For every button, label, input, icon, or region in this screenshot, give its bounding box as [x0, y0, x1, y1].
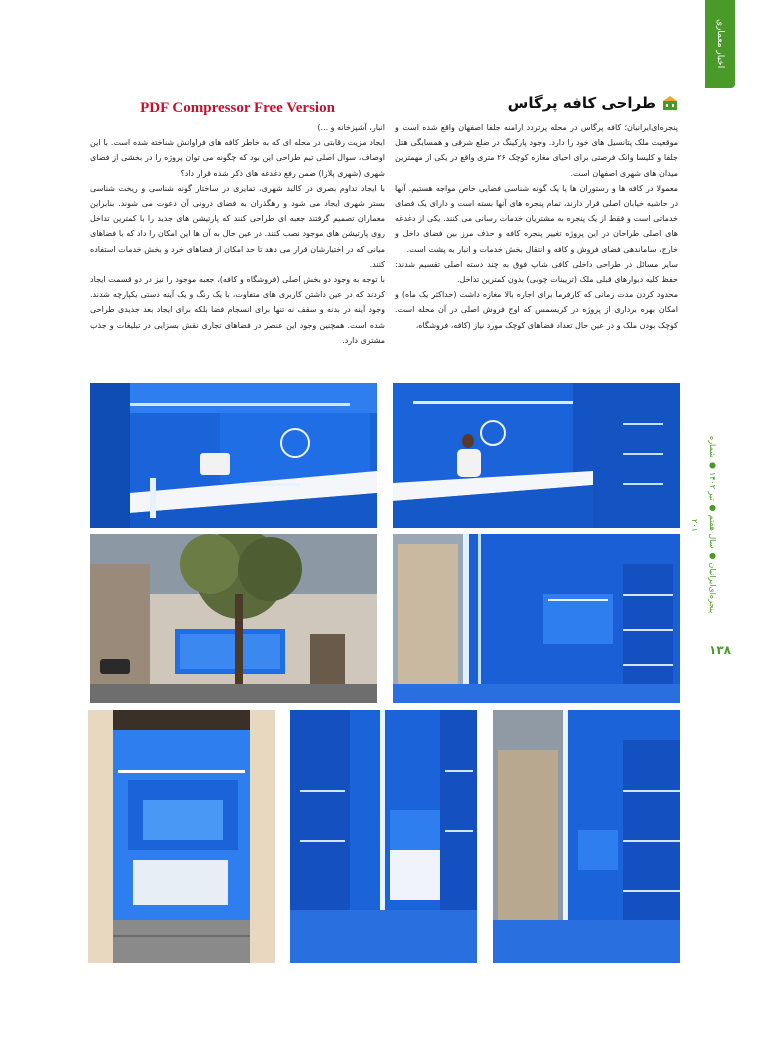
- magazine-info: پنجره‌ای‌ایرانیان ● سال هفتم ● تیر ۱۴۰۲ ● شماره ۲۰۱: [690, 436, 717, 614]
- section-tab-label: اخبار معماری: [715, 19, 725, 69]
- paragraph: با ایجاد تداوم بصری در کالبد شهری، تمایزی در ساختار گونه شناسی و ریخت شناسی بستر شهری ایجاد می شود و رهگذران به فضای درونی آن دعوت می شوند. بنابراین معماران تصمیم گرفتند جعبه ای طراحی کنند که پارتیشن های جدید را با کمترین تداخل روی پارتیشن های موجود نصب کنند. در عین حال به آن ها این امکان را داد که با فضاهای میانی که در اختیارشان قرار می دهد تا حد امکان از فضاهای خرد و بخش خدمات استفاده کنند.: [90, 183, 385, 269]
- photo-shelves-interior: [393, 534, 680, 703]
- issue-info: سال هفتم ● تیر ۱۴۰۲ ● شماره ۲۰۱: [690, 436, 717, 549]
- magazine-name: پنجره‌ای‌ایرانیان: [708, 562, 717, 614]
- paragraph: محدود کردن مدت زمانی که کارفرما برای اجاره بالا مغازه داشت (حداکثر یک ماه) و امکان بهره برداری از پروژه در کریسمس که اوج فروش اصلی در آن محله است. کوچک بودن ملک و در عین حال تعداد فضاهای کوچک مورد نیاز (کافه، فروشگاه،: [395, 290, 678, 330]
- paragraph: پنجره‌ای‌ایرانیان؛ کافه پرگاس در محله پرتردد ارامنه جلفا اصفهان واقع شده است و موقعیت ملک پتانسیل های خود را دارد. وجود پارکینگ در ضلع شرقی و همسایگی هتل جلفا و کلیسا وانک فرصتی برای احیای مغازه کوچک ۲۶ متری واقع در یکی از مهمترین میدان های شهری اصفهان است.: [395, 123, 678, 178]
- photo-window-street: [493, 710, 680, 963]
- article-header: [395, 90, 678, 116]
- paragraph: معمولا در کافه ها و رستوران ها یا یک گونه شناسی فضایی خاص مواجه هستیم. آنها در حاشیه خیابان اصلی قرار دارند، تمام پنجره های آنها بسته است و دارای یک فضای خدماتی است و فقط از یک پنجره به مشتریان خدمات رسانی می کنند. یکی از دغدغه های اصلی طراحان در این پروژه تغییر پنجره کافه و حذف مرز بین فضای داخل و خارج، ساماندهی فضای فروش و کافه و انتقال بخش خدمات و انبار به پشت است.: [395, 183, 678, 254]
- article-left-column: [90, 120, 385, 348]
- building-icon: [662, 95, 678, 111]
- paragraph: با توجه به وجود دو بخش اصلی (فروشگاه و کافه)، جعبه موجود را نیز در دو قسمت ایجاد کردند که در عین داشتن کاربری های متفاوت، با یک رنگ و یک آینه دستی یکپارچه شدند. وجود آینه در بدنه و سقف نه تنها برای انسجام فضا بلکه برای ایجاد بعد جدیدی طراحی شده است. همچنین وجود این عنصر در فضاهای تجاری نقش بسزایی در تبلیغات و جذب مشتری دارد.: [90, 275, 385, 345]
- photo-counter-right: [393, 383, 680, 528]
- photo-counter-left: [90, 383, 377, 528]
- pdf-watermark: PDF Compressor Free Version: [140, 100, 335, 116]
- article-right-column: [395, 120, 678, 333]
- photo-night-window: [88, 710, 275, 963]
- paragraph: ایجاد مزیت رقابتی در محله ای که به خاطر کافه های فراوانش شناخته شده است. با این اوصاف، سوال اصلی تیم طراحی این بود که چگونه می توان پروژه را در بخشی از فضای شهری (شهری پلازا) ضمن رفع دغدغه های ذکر شده قرار داد؟: [90, 138, 385, 178]
- section-tab: [705, 0, 735, 88]
- paragraph: انبار، آشپزخانه و ...): [317, 123, 385, 132]
- paragraph: سایر مسائل در طراحی داخلی کافی شاپ فوق به چند دسته اصلی تقسیم شدند: حفظ کلیه دیوارهای قبلی ملک (تزیینات چوبی) بدون کمترین تداخل.: [395, 259, 678, 285]
- article-title: طراحی کافه پرگاس: [507, 94, 656, 112]
- photo-street-facade: [90, 534, 377, 703]
- photo-corner-interior: [290, 710, 477, 963]
- page-number: ۱۳۸: [709, 643, 731, 657]
